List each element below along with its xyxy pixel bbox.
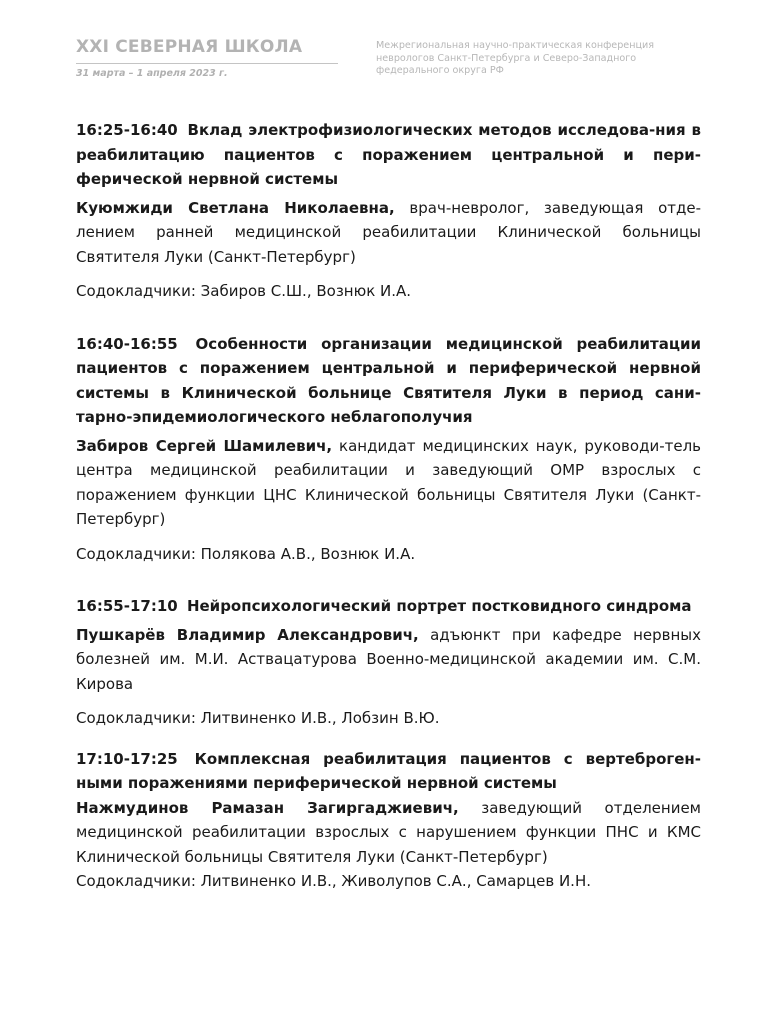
- speaker-name: Забиров Сергей Шамилевич,: [76, 436, 333, 455]
- speaker-info: адъюнкт при кафедре нервных болезней им. М.И. Аствацатурова Военно-медицинской академии им. С.М. Кирова: [76, 625, 701, 693]
- program-list: [76, 118, 701, 894]
- talk-time: 16:40-16:55: [76, 334, 178, 353]
- conference-date: 31 марта – 1 апреля 2023 г.: [76, 68, 228, 79]
- coauthors: Содокладчики: Литвиненко И.В., Живолупов С.А., Самарцев И.Н.: [76, 872, 592, 890]
- speaker-name: Куюмжиди Светлана Николаевна,: [76, 198, 395, 217]
- program-item: [76, 594, 701, 731]
- talk-title: Вклад электрофизиологических методов исследова-ния в реабилитацию пациентов с поражением центральной и пери-ферической нервной системы: [76, 121, 701, 188]
- talk-heading: [76, 118, 701, 192]
- speaker-name: Пушкарёв Владимир Александрович,: [76, 625, 419, 644]
- speaker: [76, 796, 701, 870]
- talk-title: Нейропсихологический портрет постковидного синдрома: [186, 597, 692, 615]
- coauthors: Содокладчики: Забиров С.Ш., Вознюк И.А.: [76, 282, 412, 300]
- program-item: [76, 747, 701, 894]
- header-divider: [76, 63, 338, 64]
- talk-heading: [76, 332, 701, 430]
- talk-heading: [76, 594, 701, 619]
- coauthors: Содокладчики: Полякова А.В., Вознюк И.А.: [76, 544, 416, 563]
- page-header: [76, 36, 716, 88]
- speaker-info: врач-невролог, заведующая отде-лением ранней медицинской реабилитации Клинической больницы Святителя Луки (Санкт-Петербург): [76, 198, 701, 266]
- speaker: [76, 196, 701, 270]
- talk-heading: [76, 747, 701, 796]
- speaker-name: Нажмудинов Рамазан Загиргаджиевич,: [76, 798, 459, 817]
- talk-time: 16:55-17:10: [76, 597, 178, 615]
- talk-time: 16:25-16:40: [76, 121, 178, 139]
- conference-description: Межрегиональная научно-практическая конференция неврологов Санкт-Петербурга и Северо-Западного федерального округа РФ: [376, 40, 655, 76]
- speaker: [76, 434, 701, 532]
- speaker-info: заведующий отделением медицинской реабилитации взрослых с нарушением функции ПНС и КМС Клинической больницы Святителя Луки (Санкт-Петербург): [76, 798, 701, 866]
- talk-title: Особенности организации медицинской реабилитации пациентов с поражением центральной и периферической нервной системы в Клинической больнице Святителя Луки в период сани-тарно-эпидемиологического неблагополучия: [76, 334, 701, 426]
- header-left: [76, 36, 338, 79]
- talk-title: Комплексная реабилитация пациентов с вертеброген-ными поражениями периферической нервной системы: [76, 749, 701, 792]
- talk-time: 17:10-17:25: [76, 749, 178, 768]
- school-title: XXI СЕВЕРНАЯ ШКОЛА: [76, 37, 303, 57]
- coauthors: Содокладчики: Литвиненко И.В., Лобзин В.Ю.: [76, 709, 440, 727]
- program-item: [76, 118, 701, 304]
- speaker: [76, 623, 701, 697]
- speaker-info: кандидат медицинских наук, руководи-тель центра медицинской реабилитации и заведующий ОМР взрослых с поражением функции ЦНС Клинической больницы Святителя Луки (Санкт-Петербург): [76, 436, 701, 528]
- program-item: [76, 332, 701, 567]
